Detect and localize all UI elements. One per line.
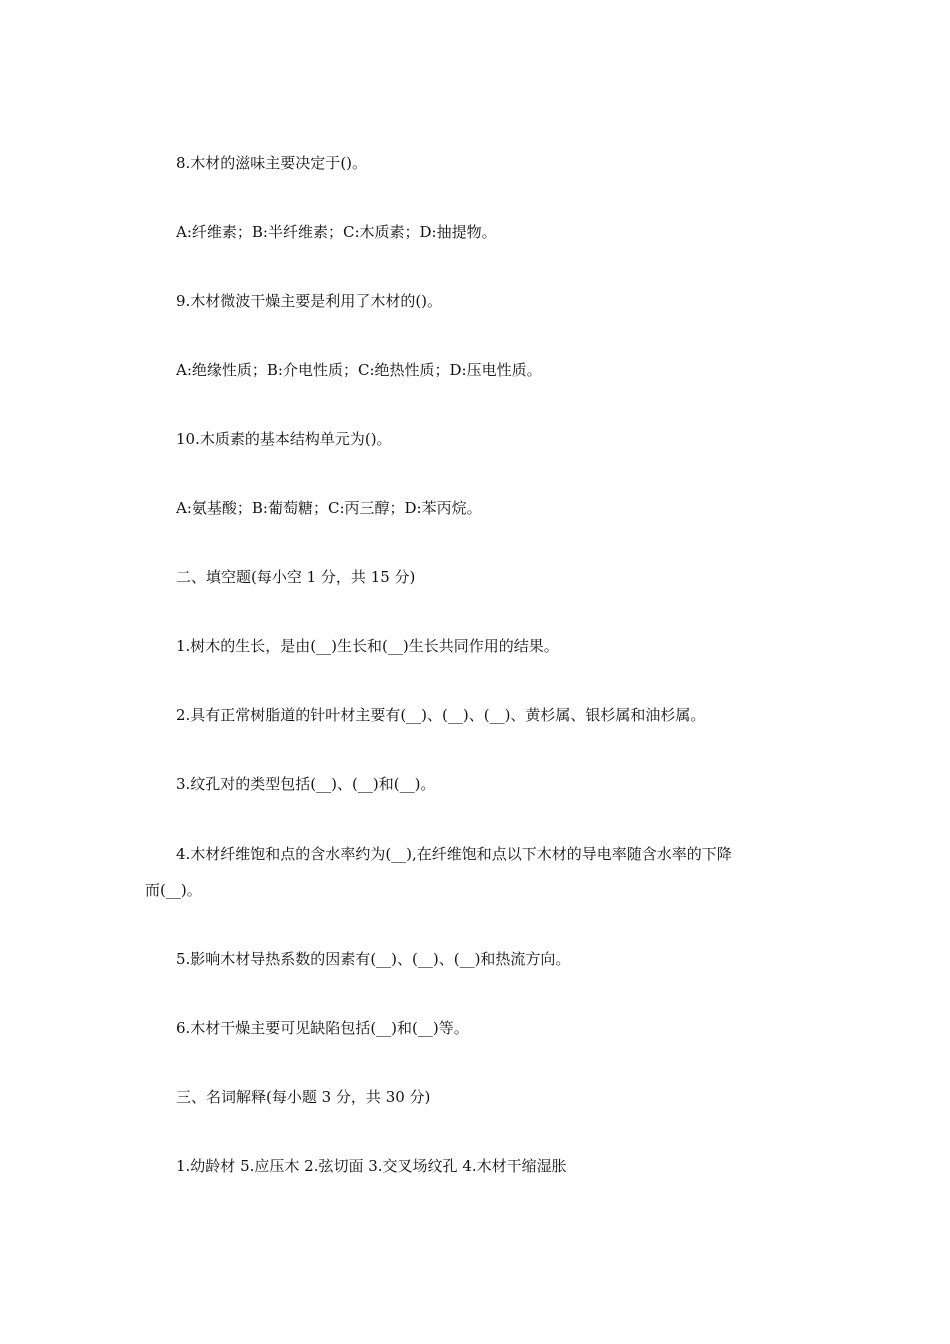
question-8: 8.木材的滋味主要决定于()。 [176,154,368,172]
fill-in-6: 6.木材干燥主要可见缺陷包括(__)和(__)等。 [176,1019,469,1037]
question-10: 10.木质素的基本结构单元为()。 [176,430,392,448]
question-9: 9.木材微波干燥主要是利用了木材的()。 [176,292,443,310]
fill-in-5: 5.影响木材导热系数的因素有(__)、(__)、(__)和热流方向。 [176,950,571,968]
definitions-list: 1.幼龄材 5.应压木 2.弦切面 3.交叉场纹孔 4.木材干缩湿胀 [176,1157,567,1175]
fill-in-4-continued: 而(__)。 [145,881,202,899]
fill-in-1: 1.树木的生长，是由(__)生长和(__)生长共同作用的结果。 [176,637,559,655]
question-9-options: A:绝缘性质；B:介电性质；C:绝热性质；D:压电性质。 [176,361,542,379]
section-heading-fill-in: 二、填空题(每小空 1 分，共 15 分) [176,568,416,586]
section-heading-definitions: 三、名词解释(每小题 3 分，共 30 分) [176,1088,431,1106]
question-10-options: A:氨基酸；B:葡萄糖；C:丙三醇；D:苯丙烷。 [176,499,482,517]
fill-in-3: 3.纹孔对的类型包括(__)、(__)和(__)。 [176,775,436,793]
fill-in-4: 4.木材纤维饱和点的含水率约为(__),在纤维饱和点以下木材的导电率随含水率的下降 [176,845,732,863]
question-8-options: A:纤维素；B:半纤维素；C:木质素；D:抽提物。 [176,223,497,241]
fill-in-2: 2.具有正常树脂道的针叶材主要有(__)、(__)、(__)、黄杉属、银杉属和油杉属。 [176,706,706,724]
